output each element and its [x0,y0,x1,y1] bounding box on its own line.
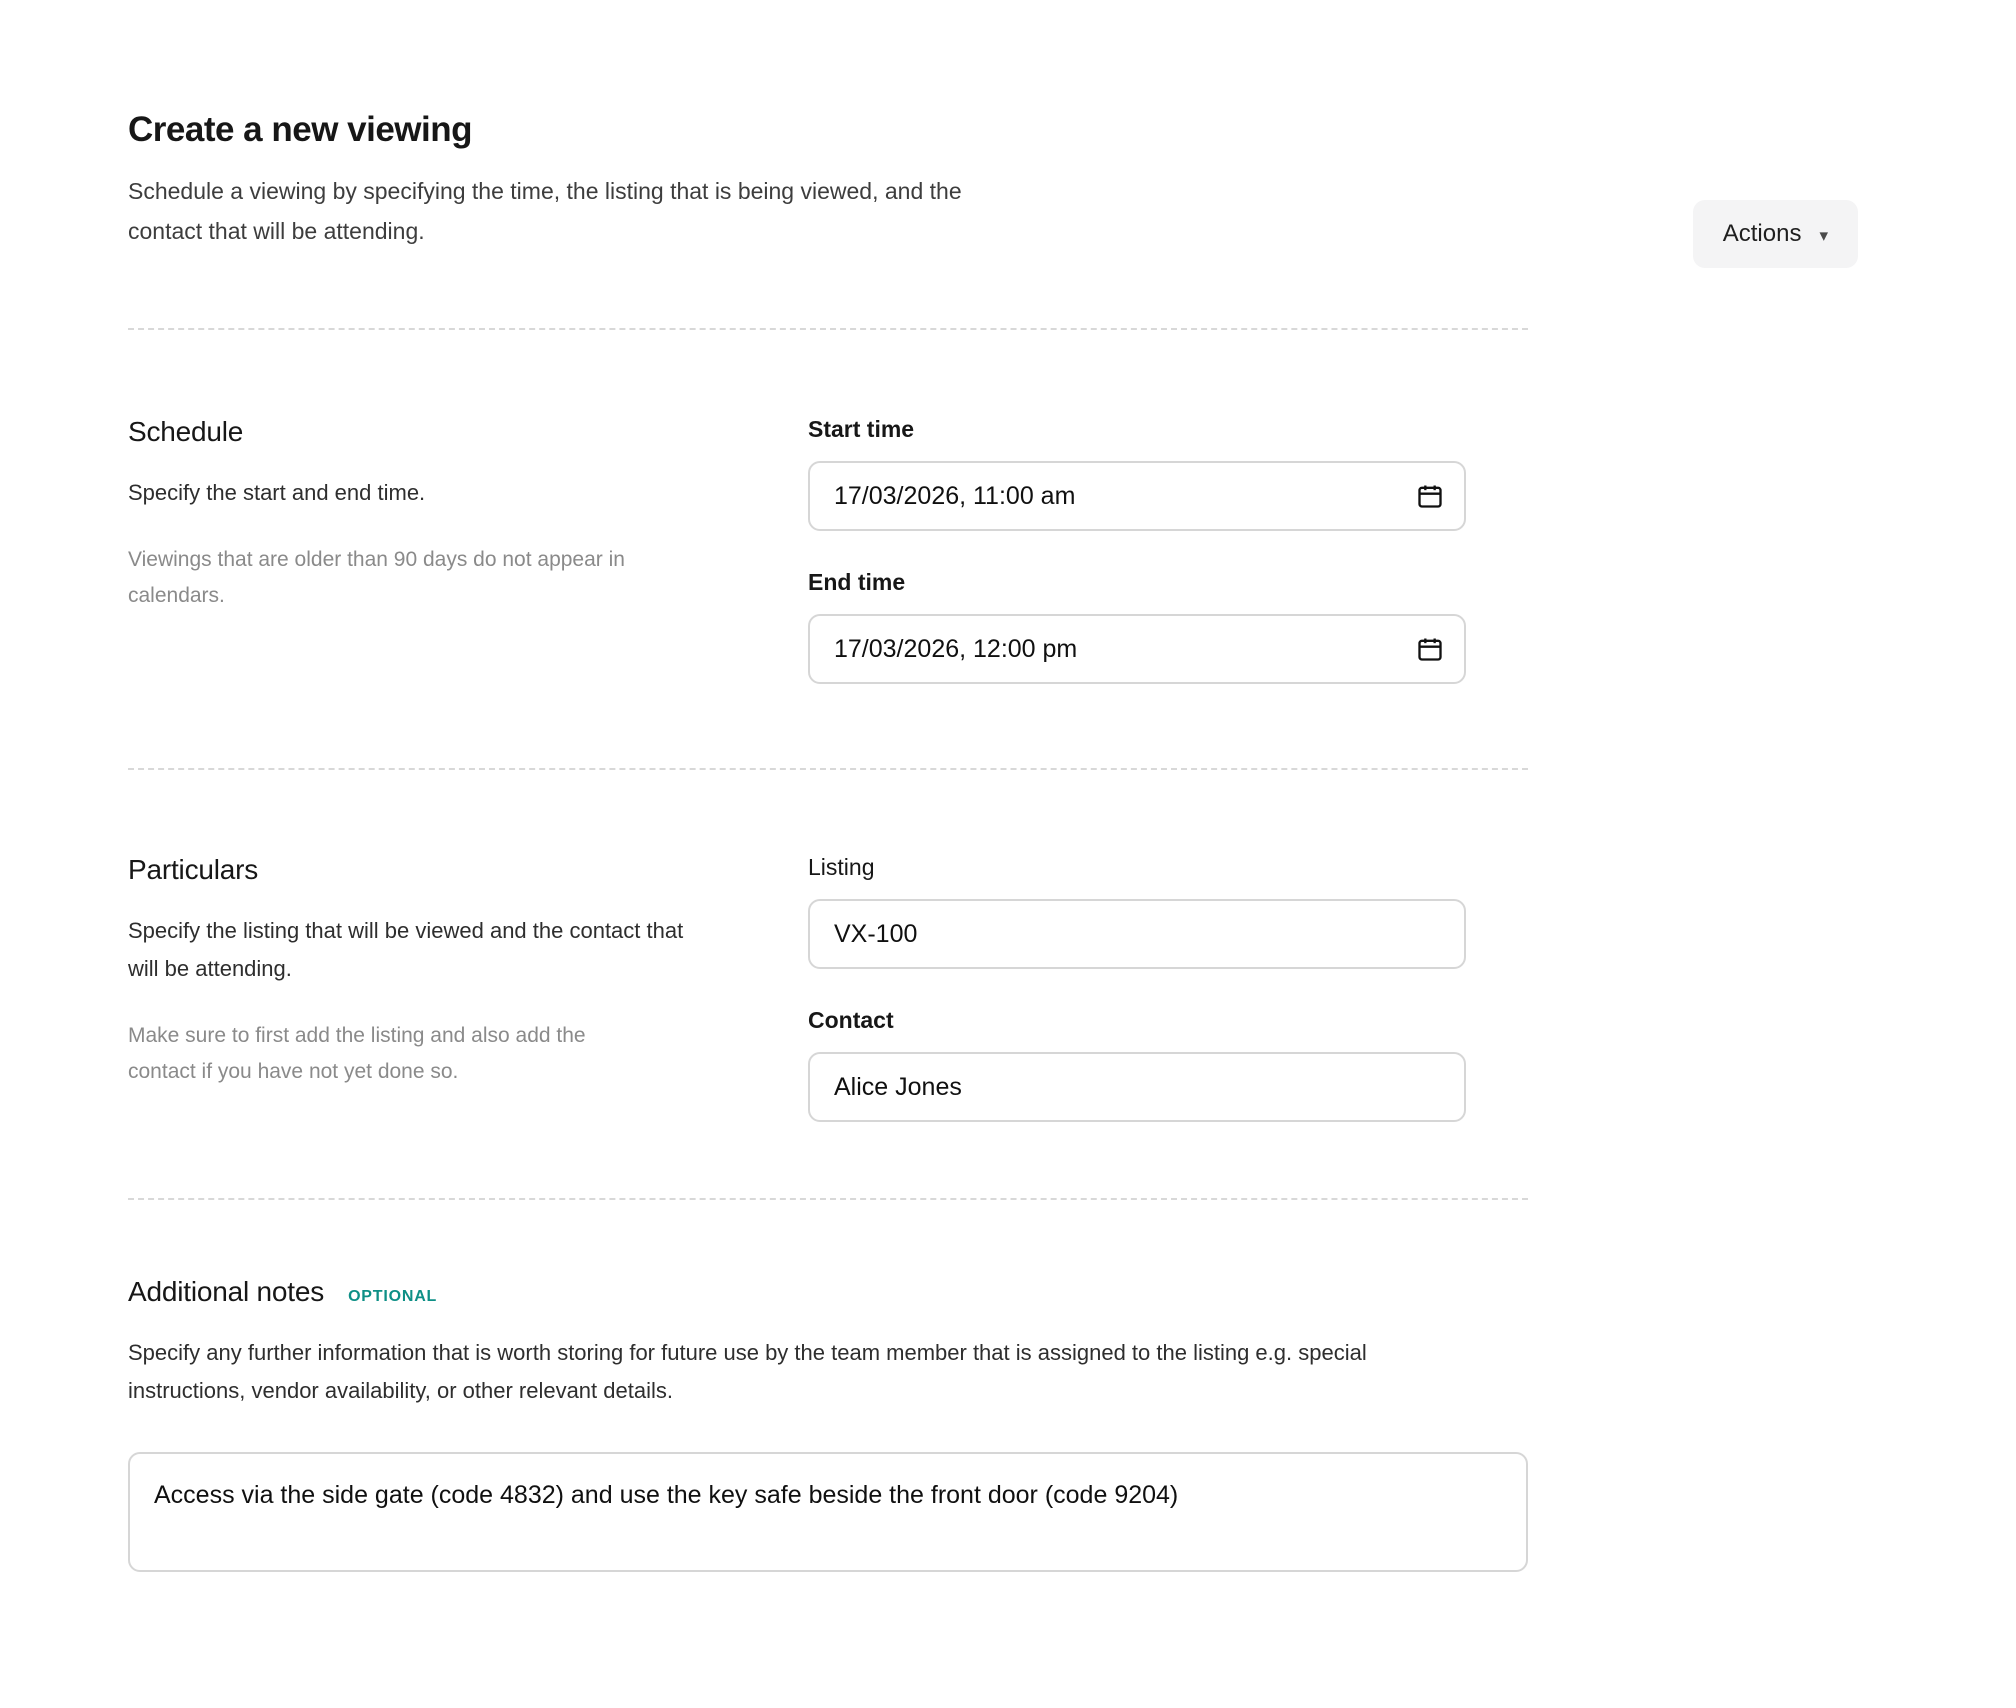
page-subtitle: Schedule a viewing by specifying the time, the listing that is being viewed, and the contact that will be attending. [128,178,962,244]
schedule-fields [808,416,1468,684]
end-time-input-wrap [808,614,1466,684]
start-time-label: Start time [808,416,915,442]
section-particulars [128,854,1920,1122]
particulars-description: Specify the listing that will be viewed and the contact that will be attending. [128,918,684,981]
section-additional-notes [128,1276,1920,1572]
end-time-input[interactable] [808,614,1466,684]
contact-field [808,1007,1468,1122]
schedule-description-block [128,416,808,614]
listing-input-wrap [808,899,1466,969]
schedule-hint: Viewings that are older than 90 days do not appear in calendars. [128,547,625,607]
particulars-fields [808,854,1468,1122]
optional-badge: OPTIONAL [348,1288,438,1305]
page-header [128,0,1920,268]
end-time-field [808,569,1468,684]
listing-field [808,854,1468,969]
section-schedule [128,416,1920,684]
contact-label: Contact [808,1007,894,1033]
particulars-title: Particulars [128,854,259,885]
contact-input-wrap [808,1052,1466,1122]
end-time-label: End time [808,569,906,595]
actions-button-label: Actions [1722,220,1802,247]
page-header-text [128,110,988,251]
listing-label: Listing [808,854,875,880]
chevron-down-icon: ▾ [1819,225,1828,245]
form-content [128,0,1920,1572]
listing-input[interactable] [808,899,1466,969]
start-time-input[interactable] [808,461,1466,531]
schedule-description: Specify the start and end time. [128,480,426,505]
start-time-input-wrap [808,461,1466,531]
additional-notes-header [128,1276,1920,1308]
particulars-description-block [128,854,808,1090]
page-title: Create a new viewing [128,110,473,149]
actions-button[interactable] [1693,200,1858,268]
contact-input[interactable] [808,1052,1466,1122]
particulars-hint: Make sure to first add the listing and also add the contact if you have not yet done so. [128,1023,586,1083]
schedule-title: Schedule [128,416,244,447]
additional-notes-title: Additional notes [128,1276,325,1307]
start-time-field [808,416,1468,531]
additional-notes-description: Specify any further information that is worth storing for future use by the team member that is assigned to the listing e.g. special instructions, vendor availability, or other relevant details. [128,1340,1367,1403]
additional-notes-textarea[interactable] [128,1452,1528,1572]
